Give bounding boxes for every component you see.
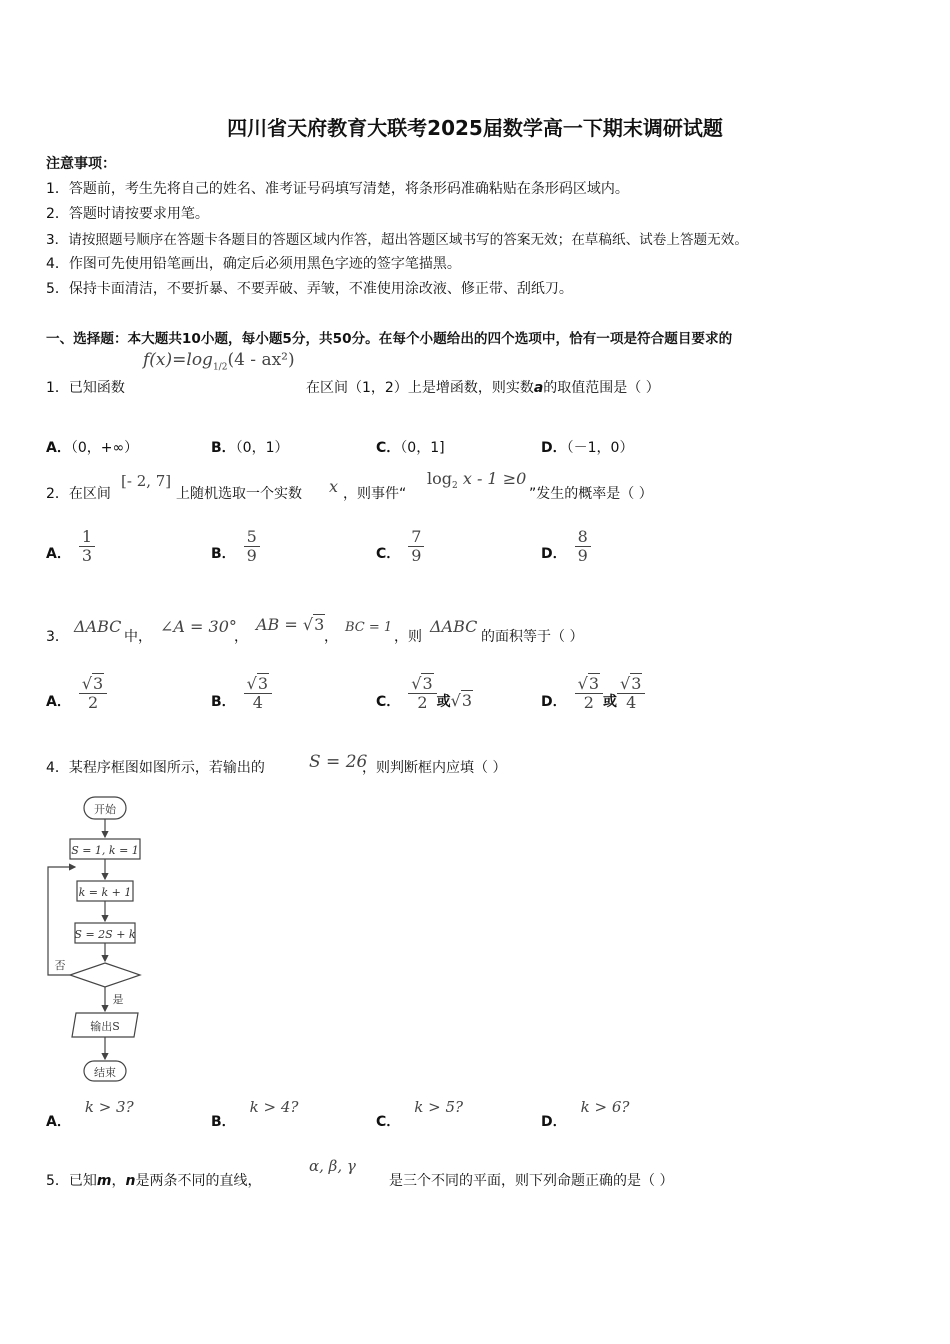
q2-event: $\log_2 x - 1 \ge 0$	[427, 469, 527, 492]
flow-start-label: 开始	[94, 803, 116, 816]
q3-option-c[interactable]: C． $\frac{√3}{2}$ 或√3	[376, 674, 473, 713]
q1-option-d[interactable]: D．（－1，0）	[541, 440, 634, 456]
q3-sep-2: ，	[324, 629, 338, 645]
question-text: 已知函数	[68, 380, 125, 396]
q3-text-2: ，则	[394, 629, 422, 645]
q3-ab: AB = √3	[256, 615, 325, 634]
question-4: 4．某程序框图如图所示，若输出的	[46, 760, 265, 776]
q3-sep-1: ，	[234, 629, 248, 645]
question-number: 1．	[46, 380, 69, 396]
notice-heading: 注意事项：	[46, 156, 116, 172]
q2-interval: [- 2, 7]	[121, 472, 172, 490]
q2-text-3: ”发生的概率是（ ）	[529, 486, 653, 502]
q5-planes: α, β, γ	[309, 1157, 356, 1175]
q2-text-2: ，则事件“	[343, 486, 407, 502]
flow-end-label: 结束	[94, 1066, 116, 1079]
q2-var: x	[329, 477, 339, 496]
q1-option-b[interactable]: B．（0，1）	[211, 440, 289, 456]
q2-option-b[interactable]: B． $\frac{5}{9}$	[211, 528, 260, 566]
q3-bc: BC = 1	[345, 620, 393, 635]
q4-option-c[interactable]: C．k > 5?	[376, 1098, 464, 1130]
flow-init-label: S = 1, k = 1	[71, 844, 139, 857]
q3-option-a[interactable]: A． $\frac{√3}{2}$	[46, 675, 107, 713]
q3-triangle: ΔABC	[74, 617, 122, 636]
q3-angle: ∠A = 30°	[160, 617, 237, 636]
flow-yes-label: 是	[112, 993, 124, 1006]
question-1	[46, 377, 125, 397]
q2-option-d[interactable]: D． $\frac{8}{9}$	[541, 528, 591, 566]
q3-text-3: 的面积等于（ ）	[481, 629, 584, 645]
q3-text: 中，	[124, 629, 152, 645]
flow-step1-label: k = k + 1	[78, 886, 132, 899]
q1-formula: $f(x)=\log_{1/2}(4 - ax^2)$	[143, 350, 295, 373]
notice-item-1: 1．答题前，考生先将自己的姓名、准考证号码填写清楚，将条形码准确粘贴在条形码区域内。	[46, 181, 629, 197]
q1-option-c[interactable]: C．（0，1]	[376, 440, 445, 456]
question-2: 2．在区间	[46, 486, 111, 502]
q1-option-a[interactable]: A．（0，+∞）	[46, 440, 139, 456]
question-3: 3．	[46, 629, 69, 645]
q1-rest: 在区间（1，2）上是增函数，则实数a的取值范围是（ ）	[306, 380, 660, 396]
q5-text: 是三个不同的平面，则下列命题正确的是（ ）	[389, 1173, 674, 1189]
q4-option-a[interactable]: A．k > 3?	[46, 1098, 134, 1130]
flow-decision-node	[70, 963, 140, 987]
q3-option-b[interactable]: B． $\frac{√3}{4}$	[211, 675, 272, 713]
section-heading: 一、选择题：本大题共10小题，每小题5分，共50分。在每个小题给出的四个选项中，恰有一项是符合题目要求的	[46, 331, 733, 347]
q2-option-c[interactable]: C． $\frac{7}{9}$	[376, 528, 424, 566]
page-title: 四川省天府教育大联考2025届数学高一下期末调研试题	[227, 116, 723, 140]
q2-text: 上随机选取一个实数	[176, 486, 302, 502]
notice-item-3: 3．请按照题号顺序在答题卡各题目的答题区域内作答，超出答题区域书写的答案无效；在草稿纸、试卷上答题无效。	[46, 232, 748, 248]
notice-item-5: 5．保持卡面清洁，不要折暴、不要弄破、弄皱，不准使用涂改液、修正带、刮纸刀。	[46, 281, 573, 297]
flow-no-label: 否	[54, 959, 66, 972]
q3-triangle-2: ΔABC	[430, 617, 478, 636]
q4-formula: S = 26	[309, 752, 368, 772]
flowchart	[40, 785, 180, 1090]
flow-output-label: 输出S	[90, 1020, 120, 1033]
q4-option-b[interactable]: B．k > 4?	[211, 1098, 299, 1130]
q4-text: ，则判断框内应填（ ）	[362, 760, 507, 776]
question-5: 5．已知m，n是两条不同的直线，	[46, 1173, 262, 1189]
notice-item-2: 2．答题时请按要求用笔。	[46, 206, 209, 222]
q4-option-d[interactable]: D．k > 6?	[541, 1098, 630, 1130]
q3-option-d[interactable]: D． $\frac{√3}{2}$ 或 $\frac{√3}{4}$	[541, 675, 645, 713]
flow-step2-label: S = 2S + k	[74, 928, 136, 941]
q2-option-a[interactable]: A． $\frac{1}{3}$	[46, 528, 95, 566]
notice-item-4: 4．作图可先使用铅笔画出，确定后必须用黑色字迹的签字笔描黑。	[46, 256, 461, 272]
